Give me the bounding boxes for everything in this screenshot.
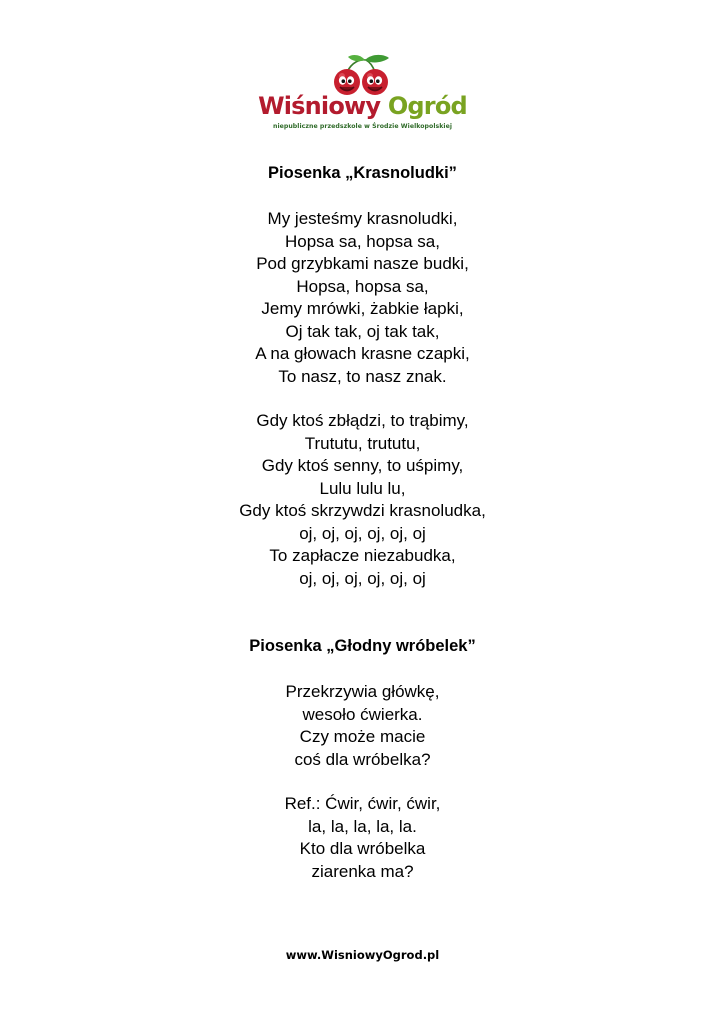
logo-subtitle: niepubliczne przedszkole w Środzie Wielkopolskiej xyxy=(273,123,452,130)
song-title-krasnoludki: Piosenka „Krasnoludki” xyxy=(268,164,457,182)
lyric-line: Oj tak tak, oj tak tak, xyxy=(285,321,440,341)
lyric-line: Lulu lulu lu, xyxy=(319,478,406,498)
lyric-line: Trututu, trututu, xyxy=(304,433,421,453)
lyric-line: oj, oj, oj, oj, oj, oj xyxy=(299,568,426,588)
logo-name-part2: Ogród xyxy=(387,92,467,120)
song-2-stanza-2 xyxy=(0,793,725,883)
footer-website-link[interactable]: www.WisniowyOgrod.pl xyxy=(285,948,440,962)
lyric-line: Pod grzybkami nasze budki, xyxy=(256,254,469,273)
song-title-glodny-wrobelek: Piosenka „Głodny wróbelek” xyxy=(249,637,476,655)
song-1-stanza-2 xyxy=(0,410,725,590)
logo-name-part1: Wiśniowy xyxy=(258,92,381,120)
lyric-line: Przekrzywia główkę, xyxy=(285,682,440,701)
lyric-line: Hopsa, hopsa sa, xyxy=(296,276,429,296)
logo-wordmark xyxy=(0,92,725,120)
lyric-line: Gdy ktoś zbłądzi, to trąbimy, xyxy=(256,411,469,430)
lyric-line: Gdy ktoś skrzywdzi krasnoludka, xyxy=(239,501,486,520)
lyric-line: Czy może macie xyxy=(299,727,426,746)
lyric-line: Gdy ktoś senny, to uśpimy, xyxy=(261,456,464,475)
lyric-line: ziarenka ma? xyxy=(311,861,414,881)
lyric-line: la, la, la, la, la. xyxy=(308,816,417,836)
lyric-line: To nasz, to nasz znak. xyxy=(278,366,447,386)
lyric-line: Kto dla wróbelka xyxy=(299,839,426,858)
song-2-stanza-1 xyxy=(0,681,725,771)
logo xyxy=(0,54,725,134)
song-1-stanza-1 xyxy=(0,208,725,388)
lyric-line: A na głowach krasne czapki, xyxy=(255,344,470,363)
lyric-line: Ref.: Ćwir, ćwir, ćwir, xyxy=(284,794,441,813)
lyric-line: oj, oj, oj, oj, oj, oj xyxy=(299,523,426,543)
lyric-line: coś dla wróbelka? xyxy=(294,749,431,769)
lyric-line: Hopsa sa, hopsa sa, xyxy=(285,231,440,251)
lyric-line: wesoło ćwierka. xyxy=(302,704,423,724)
lyric-line: My jesteśmy krasnoludki, xyxy=(267,209,458,228)
lyric-line: To zapłacze niezabudka, xyxy=(269,546,456,565)
lyric-line: Jemy mrówki, żabkie łapki, xyxy=(261,299,464,318)
